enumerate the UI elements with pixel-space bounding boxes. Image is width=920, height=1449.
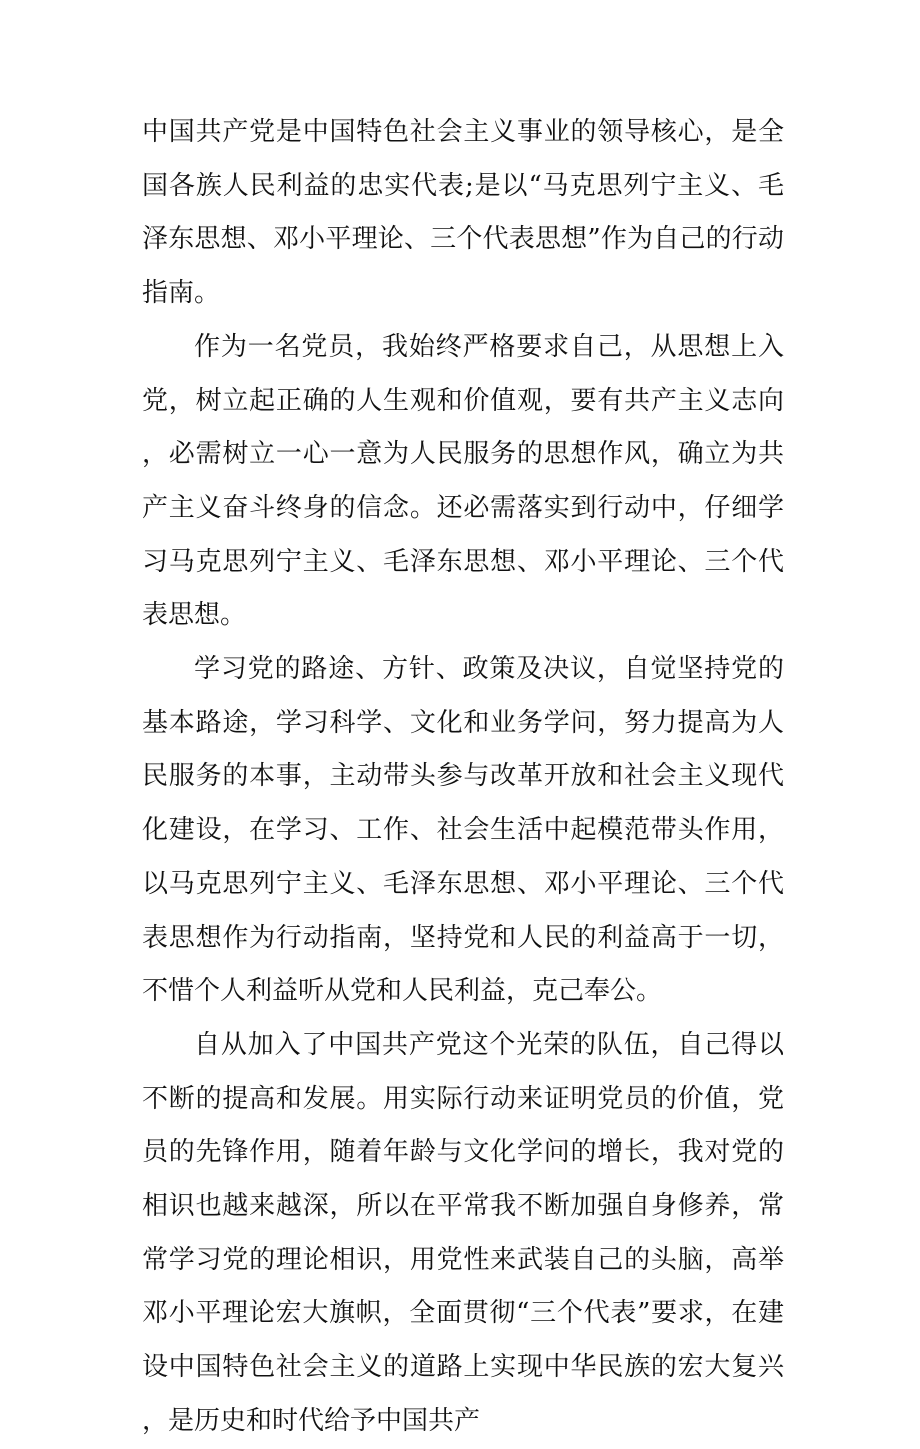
document-body [142,106,784,1449]
paragraph-4: 自从加入了中国共产党这个光荣的队伍，自己得以不断的提高和发展。用实际行动来证明党员的价值，党员的先锋作用，随着年龄与文化学问的增长，我对党的相识也越来越深，所以在平常我不断加强自身修养，常常学习党的理论相识，用党性来武装自己的头脑，高举邓小平理论宏大旗帜，全面贯彻“三个代表”要求，在建设中国特色社会主义的道路上实现中华民族的宏大复兴，是历史和时代给予中国共产 [142,1029,784,1436]
paragraph-2: 作为一名党员，我始终严格要求自己，从思想上入党，树立起正确的人生观和价值观，要有共产主义志向，必需树立一心一意为人民服务的思想作风，确立为共产主义奋斗终身的信念。还必需落实到行动中，仔细学习马克思列宁主义、毛泽东思想、邓小平理论、三个代表思想。 [142,331,784,631]
paragraph-1: 中国共产党是中国特色社会主义事业的领导核心，是全国各族人民利益的忠实代表;是以“马克思列宁主义、毛泽东思想、邓小平理论、三个代表思想”作为自己的行动指南。 [142,117,784,309]
paragraph-3: 学习党的路途、方针、政策及决议，自觉坚持党的基本路途，学习科学、文化和业务学问，努力提高为人民服务的本事，主动带头参与改革开放和社会主义现代化建设，在学习、工作、社会生活中起模范带头作用，以马克思列宁主义、毛泽东思想、邓小平理论、三个代表思想作为行动指南，坚持党和人民的利益高于一切，不惜个人利益听从党和人民利益，克己奉公。 [142,654,784,1007]
